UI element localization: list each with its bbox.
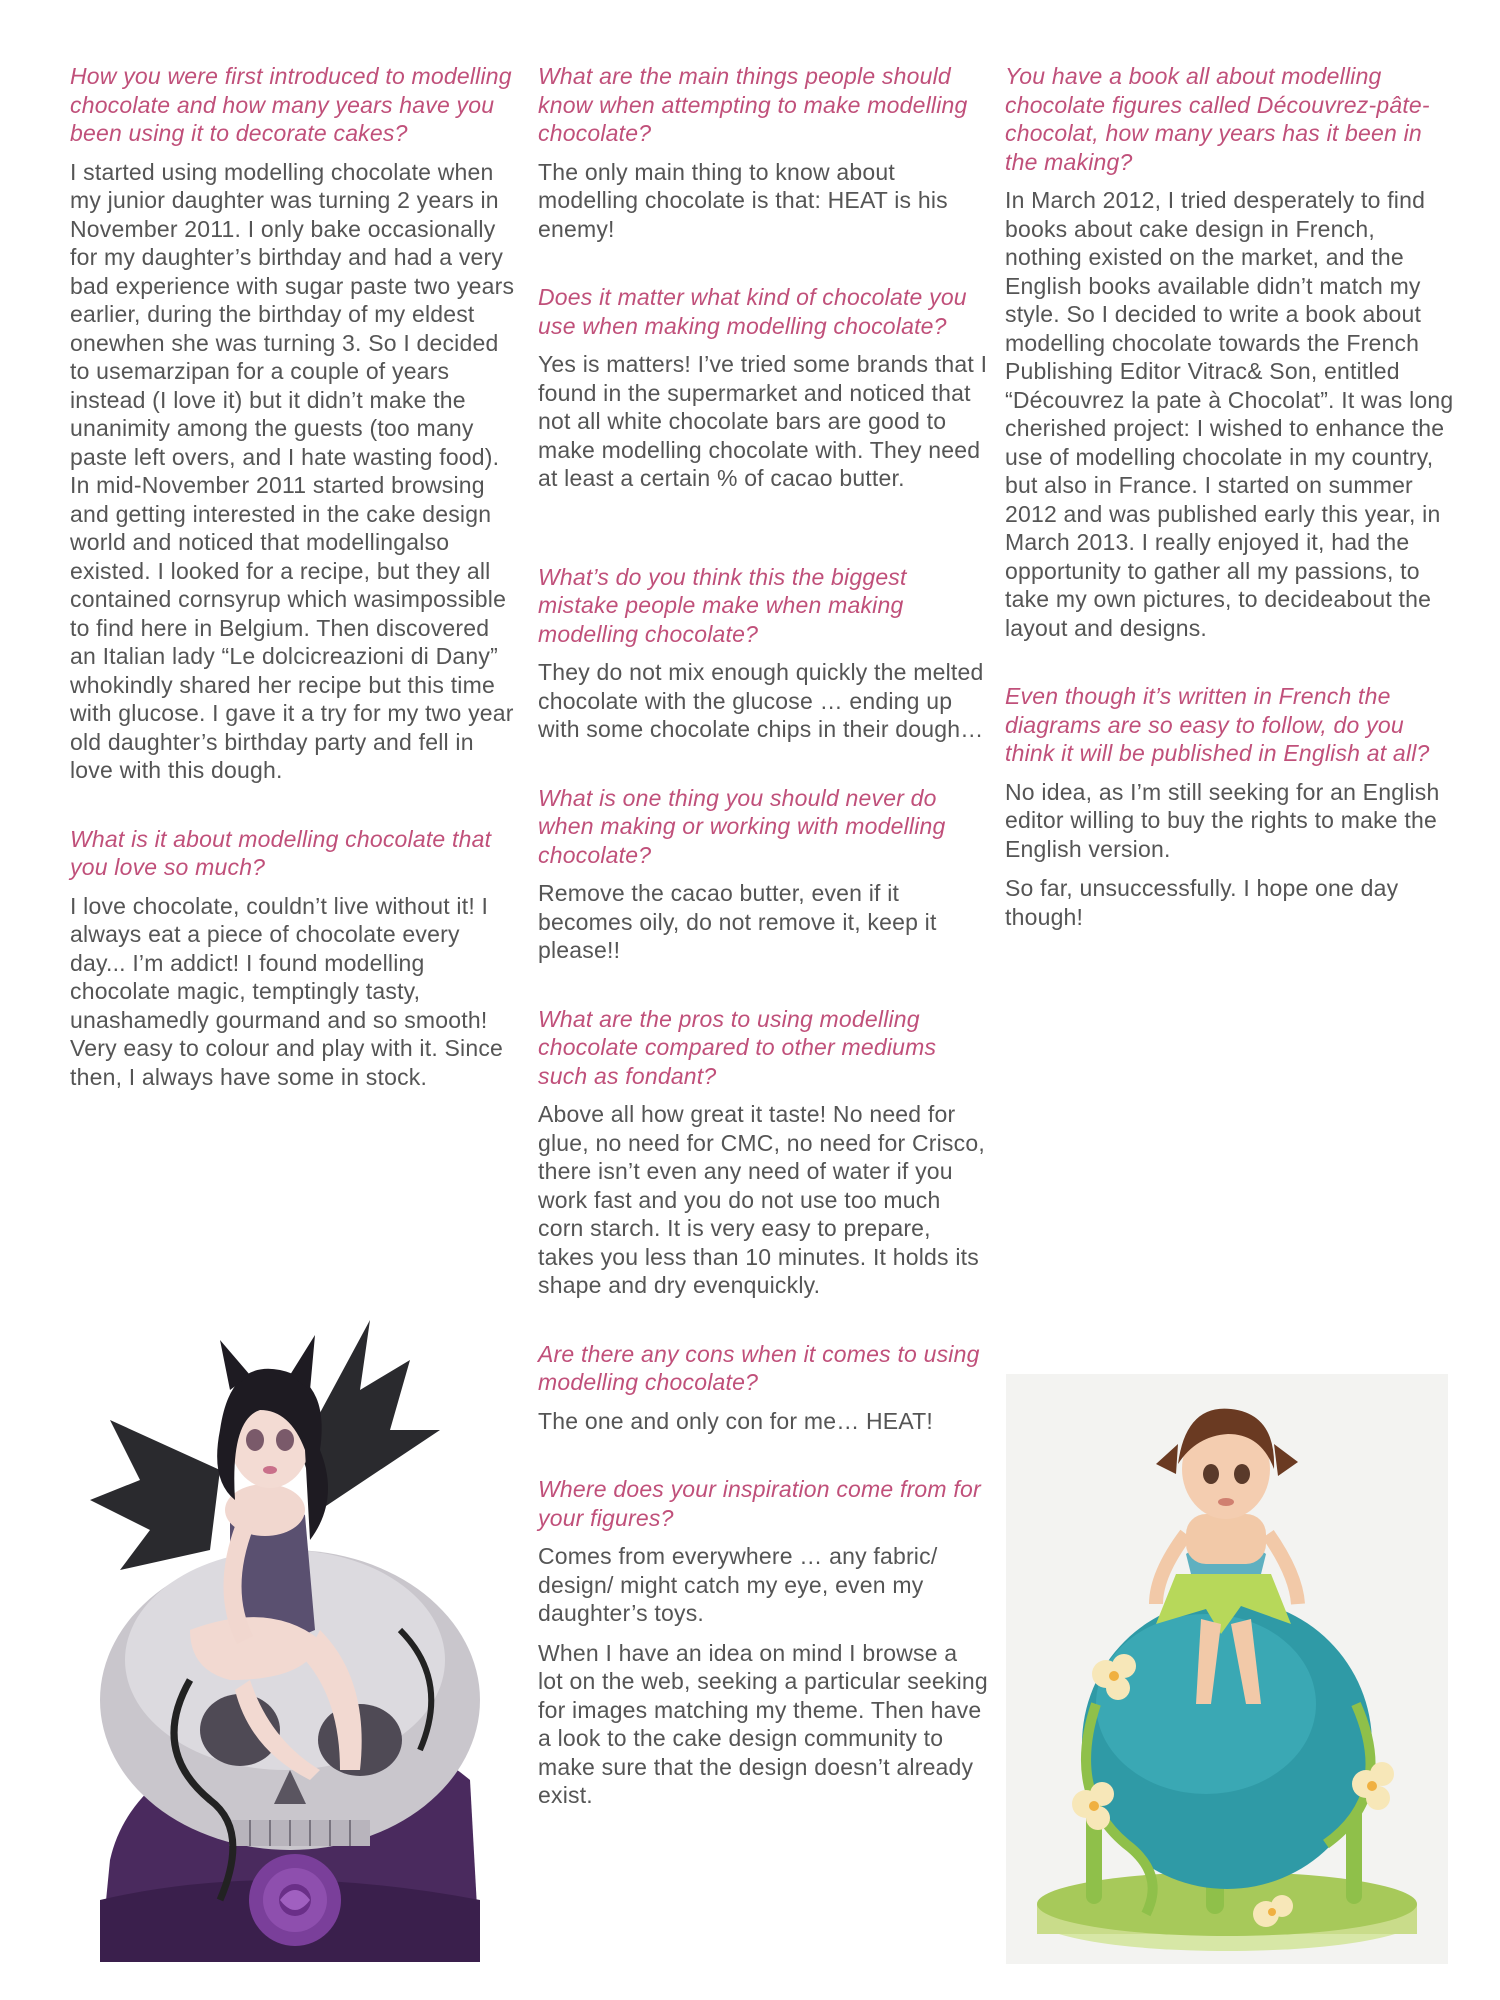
question: What is it about modelling chocolate that you love so much? xyxy=(70,825,492,880)
answer: So far, unsuccessfully. I hope one day though! xyxy=(1005,875,1399,930)
question: You have a book all about modelling chocolate figures called Découvrez-pâte-chocolat, how many years has it been in the making? xyxy=(1005,63,1430,175)
answer: Comes from everywhere … any fabric/ design/ might catch my eye, even my daughter’s toys. xyxy=(538,1543,938,1626)
qa-block xyxy=(70,825,520,1092)
answer: The one and only con for me… HEAT! xyxy=(538,1407,934,1434)
answer: Yes is matters! I’ve tried some brands that I found in the supermarket and noticed that not all white chocolate bars are good to make modelling chocolate with. They need at least a certain % of cacao butter. xyxy=(538,351,988,491)
column-2 xyxy=(538,62,988,1850)
column-3 xyxy=(1005,62,1455,971)
answer: When I have an idea on mind I browse a lot on the web, seeking a particular seeking for images matching my theme. Then have a look to the cake design community to make sure that the design doesn’t already exist. xyxy=(538,1639,988,1808)
qa-block xyxy=(538,62,988,243)
question: Are there any cons when it comes to using modelling chocolate? xyxy=(538,1340,980,1395)
answer: I started using modelling chocolate when my junior daughter was turning 2 years in November 2011. I only bake occasionally for my daughter’s birthday and had a very bad experience with sugar paste two years earlier, during the birthday of my eldest onewhen she was turning 3. So I decided to usemarzipan for a couple of years instead (I love it) but it didn’t make the unanimity among the guests (too many paste left overs, and I hate wasting food). In mid-November 2011 started browsing and getting interested in the cake design world and noticed that modellingalso existed. I looked for a recipe, but they all contained cornsyrup which wasimpossible to find here in Belgium. Then discovered an Italian lady “Le dolcicreazioni di Dany” whokindly shared her recipe but this time with glucose. I gave it a try for my two year old daughter’s birthday party and fell in love with this dough. xyxy=(70,158,515,783)
qa-block xyxy=(1005,682,1455,931)
answer: They do not mix enough quickly the melted chocolate with the glucose … ending up with some chocolate chips in their dough… xyxy=(538,659,984,742)
column-1 xyxy=(70,62,520,1131)
answer: The only main thing to know about modelling chocolate is that: HEAT is his enemy! xyxy=(538,158,948,242)
fairy-globe-cake-photo xyxy=(1006,1374,1448,1964)
answer: In March 2012, I tried desperately to find books about cake design in French, nothing existed on the market, and the English books available didn’t match my style. So I decided to write a book about modelling chocolate towards the French Publishing Editor Vitrac& Son, entitled “Découvrez la pate à Chocolat”. It was long cherished project: I wished to enhance the use of modelling chocolate in my country, but also in France. I started on summer 2012 and was published early this year, in March 2013. I really enjoyed it, had the opportunity to gather all my passions, to take my own pictures, to decideabout the layout and designs. xyxy=(1005,187,1454,641)
question: How you were first introduced to modelling chocolate and how many years have you been using it to decorate cakes? xyxy=(70,63,512,146)
answer: I love chocolate, couldn’t live without it! I always eat a piece of chocolate every day... I’m addict! I found modelling chocolate magic, temptingly tasty, unashamedly gourmand and so smooth! Very easy to colour and play with it. Since then, I always have some in stock. xyxy=(70,892,504,1090)
answer: Remove the cacao butter, even if it becomes oily, do not remove it, keep it please!! xyxy=(538,880,937,963)
fairy-skull-cake-photo xyxy=(70,1300,516,1962)
qa-block xyxy=(70,62,520,785)
question: Does it matter what kind of chocolate you use when making modelling chocolate? xyxy=(538,284,967,339)
answer: Above all how great it taste! No need for glue, no need for CMC, no need for Crisco, there isn’t even any need of water if you work fast and you do not use too much corn starch. It is very easy to prepare, takes you less than 10 minutes. It holds its shape and dry evenquickly. xyxy=(538,1101,985,1298)
question: Even though it’s written in French the diagrams are so easy to follow, do you think it will be published in English at all? xyxy=(1005,683,1430,766)
question: What’s do you think this the biggest mistake people make when making modelling chocolate? xyxy=(538,563,907,647)
qa-block xyxy=(538,1475,988,1810)
question: What are the main things people should know when attempting to make modelling chocolate? xyxy=(538,63,968,146)
qa-block xyxy=(538,784,988,965)
qa-block xyxy=(1005,62,1455,642)
qa-block xyxy=(538,563,988,744)
question: What are the pros to using modelling chocolate compared to other mediums such as fondant? xyxy=(538,1005,937,1089)
qa-block xyxy=(538,1005,988,1300)
question: What is one thing you should never do when making or working with modelling chocolate? xyxy=(538,784,946,868)
question: Where does your inspiration come from for your figures? xyxy=(538,1476,981,1531)
qa-block xyxy=(538,1340,988,1436)
qa-block xyxy=(538,283,988,493)
answer: No idea, as I’m still seeking for an English editor willing to buy the rights to make the English version. xyxy=(1005,778,1440,862)
